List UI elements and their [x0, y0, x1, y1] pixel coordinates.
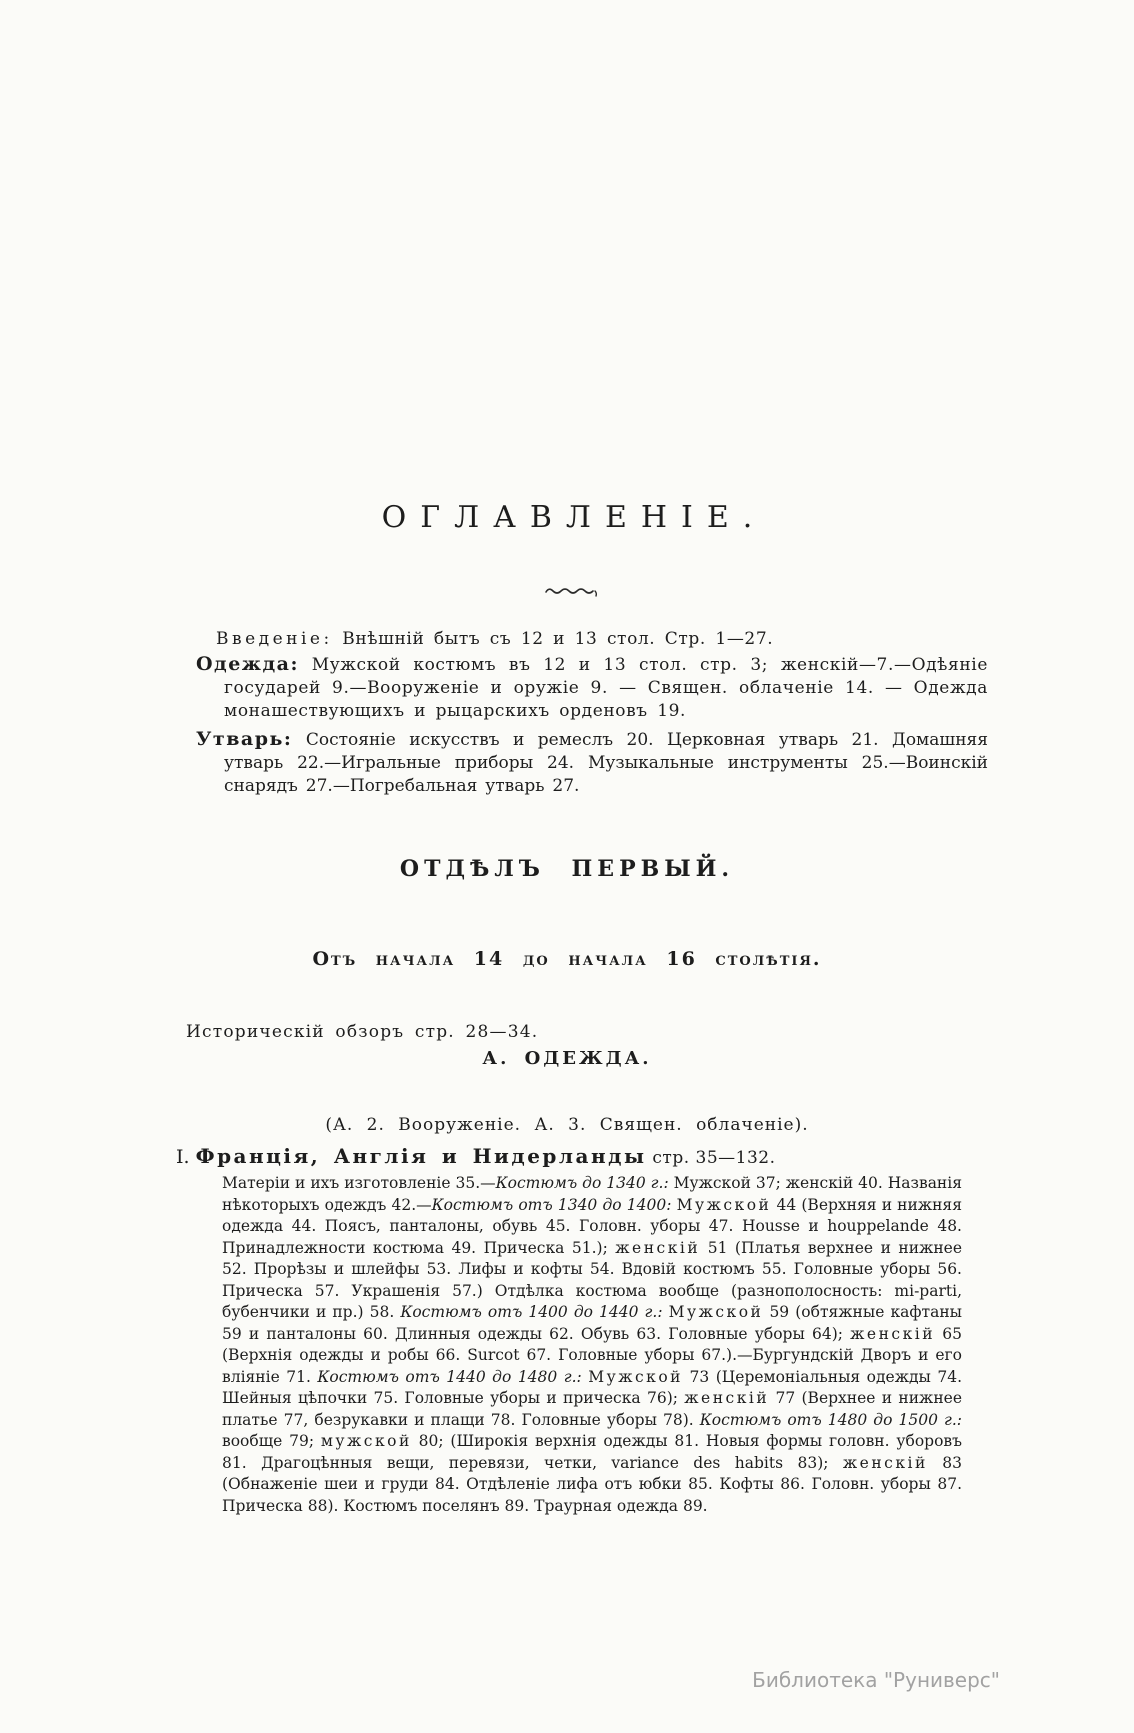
- period-label: Костюмъ отъ 1340 до 1400:: [431, 1195, 672, 1214]
- detail-text: 77 (Верхнее и нижнее платье 77, безрукавки и плащи 78. Головные уборы 78).: [222, 1389, 962, 1429]
- part-a-note: (А. 2. Вооруженіе. А. 3. Священ. облаченіе).: [325, 1115, 809, 1135]
- chapter-pages: стр. 35—132.: [646, 1148, 776, 1168]
- detail-emphasis: женскій: [684, 1389, 770, 1407]
- detail-emphasis: Мужской: [588, 1367, 684, 1386]
- chapter-one-heading: [176, 1144, 976, 1168]
- part-a-heading: А. ОДЕЖДА.: [482, 1048, 652, 1069]
- squiggle-ornament: [544, 583, 602, 602]
- detail-emphasis: женскій: [842, 1453, 928, 1472]
- detail-text: Мужской 37; женскій 40. Названія нѣкоторыхъ одеждъ 42.—: [222, 1174, 962, 1214]
- detail-text: 73 (Церемоніальныя одежды 74. Шейныя цѣпочки 75. Головные уборы и прическа 76);: [222, 1367, 962, 1407]
- entry-label: Утварь:: [196, 728, 293, 750]
- period-label: Костюмъ отъ 1480 до 1500 г.:: [699, 1410, 963, 1429]
- entry-label: Введеніе:: [216, 629, 333, 649]
- detail-text: вообще 79;: [222, 1432, 321, 1450]
- period-label: Костюмъ до 1340 г.:: [495, 1174, 669, 1192]
- section-one-heading: ОТДѢЛЪ ПЕРВЫЙ.: [399, 856, 735, 882]
- chapter-number: I.: [176, 1146, 196, 1168]
- detail-text: 44 (Верхняя и нижняя одежда 44. Поясъ, панталоны, обувь 45. Головн. уборы 47. Housse и houppelande 48. Принадлежности костюма 49. Прическа 51.);: [222, 1195, 962, 1257]
- toc-entry-utvar: [196, 728, 988, 798]
- entry-text: Мужской костюмъ въ 12 и 13 стол. стр. 3; женскій—7.—Одѣяніе государей 9.—Вооруженіе и оружіе 9. — Священ. облаченіе 14. — Одежда монашествующихъ и рыцарскихъ орденовъ 19.: [224, 655, 988, 721]
- detail-text: 65 (Верхнія одежды и робы 66. Surcot 67. Головные уборы 67.).—Бургундскій Дворъ и его вліяніе 71.: [222, 1324, 962, 1386]
- page-title: ОГЛАВЛЕНІЕ.: [381, 500, 767, 535]
- entry-label: Одежда:: [196, 653, 299, 675]
- historical-overview-line: Историческій обзоръ стр. 28—34.: [186, 1022, 539, 1042]
- detail-text: 80; (Широкія верхнія одежды 81. Новыя формы головн. уборовъ 81. Драгоцѣнныя вещи, перевязи, четки, variance des habits 83);: [222, 1432, 962, 1472]
- period-label: Костюмъ отъ 1400 до 1440 г.:: [400, 1303, 663, 1321]
- detail-text: Матеріи и ихъ изготовленіе 35.—: [222, 1174, 496, 1192]
- detail-emphasis: Мужской: [668, 1303, 764, 1321]
- detail-text: 83 (Обнаженіе шеи и груди 84. Отдѣленіе лифа отъ юбки 85. Кофты 86. Головн. уборы 87. Прическа 88). Костюмъ поселянъ 89. Траурная одежда 89.: [222, 1453, 962, 1515]
- toc-entry-vvedenie: [216, 628, 988, 651]
- period-label: Костюмъ отъ 1440 до 1480 г.:: [317, 1367, 582, 1386]
- entry-text: Внѣшній бытъ съ 12 и 13 стол. Стр. 1—27.: [332, 629, 774, 649]
- detail-emphasis: женскій: [615, 1238, 701, 1257]
- detail-emphasis: Мужской: [676, 1195, 772, 1214]
- chapter-title: Франція, Англія и Нидерланды: [195, 1144, 647, 1168]
- toc-entry-odezhda: [196, 653, 988, 723]
- entry-text: Состояніе искусствъ и ремеслъ 20. Церковная утварь 21. Домашняя утварь 22.—Игральные приборы 24. Музыкальные инструменты 25.—Воинскій снарядъ 27.—Погребальная утварь 27.: [224, 730, 988, 796]
- library-watermark: Библиотека "Руниверс": [752, 1668, 1000, 1692]
- detail-emphasis: мужской: [320, 1432, 412, 1450]
- detail-text: 51 (Платья верхнее и нижнее 52. Прорѣзы и шлейфы 53. Лифы и кофты 54. Вдовій костюмъ 55. Головные уборы 56. Прическа 57. Украшенія 57.) Отдѣлка костюма вообще (разнополосность: mi-parti, бубенчики и пр.) 58.: [222, 1238, 962, 1321]
- detail-emphasis: женскій: [850, 1324, 936, 1343]
- section-one-subheading: Отъ начала 14 до начала 16 столѣтія.: [312, 948, 822, 970]
- chapter-one-detail-paragraph: [222, 1173, 962, 1517]
- detail-text: 59 (обтяжные кафтаны 59 и панталоны 60. Длинныя одежды 62. Обувь 63. Головные уборы 64);: [222, 1303, 962, 1343]
